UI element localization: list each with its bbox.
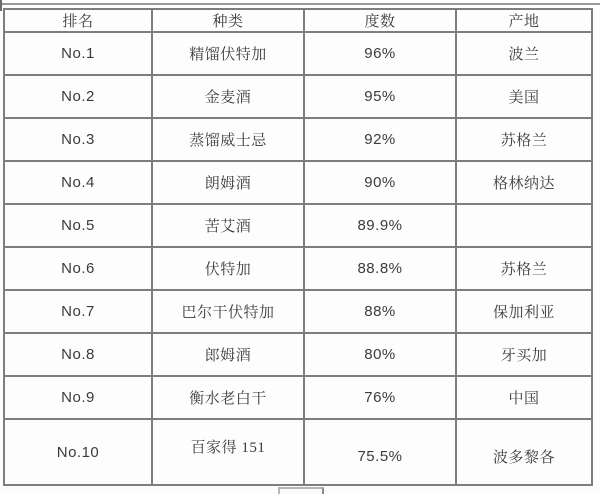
cell-degree: 75.5% (304, 419, 456, 485)
table-row (4, 376, 592, 419)
cell-degree: 95% (304, 75, 456, 118)
cell-type: 巴尔干伏特加 (152, 290, 304, 333)
liquor-ranking-table (3, 8, 593, 486)
table-row (4, 75, 592, 118)
cell-origin: 波兰 (456, 32, 592, 75)
cell-type: 伏特加 (152, 247, 304, 290)
top-partial-rule (0, 3, 600, 5)
cell-type: 百家得 151 (152, 419, 304, 485)
header-rank: 排名 (4, 9, 152, 32)
cell-rank: No.2 (4, 75, 152, 118)
cell-degree: 89.9% (304, 204, 456, 247)
cell-degree: 96% (304, 32, 456, 75)
cell-rank: No.7 (4, 290, 152, 333)
table-row (4, 161, 592, 204)
table-row (4, 247, 592, 290)
cell-type: 衡水老白干 (152, 376, 304, 419)
cell-degree: 92% (304, 118, 456, 161)
header-origin: 产地 (456, 9, 592, 32)
cell-rank: No.8 (4, 333, 152, 376)
cell-origin (456, 204, 592, 247)
cell-degree: 88.8% (304, 247, 456, 290)
cell-type: 苦艾酒 (152, 204, 304, 247)
cell-rank: No.4 (4, 161, 152, 204)
table-row (4, 118, 592, 161)
table-row (4, 333, 592, 376)
cell-origin: 牙买加 (456, 333, 592, 376)
table-header-row (4, 9, 592, 32)
header-degree: 度数 (304, 9, 456, 32)
header-type: 种类 (152, 9, 304, 32)
cell-degree: 88% (304, 290, 456, 333)
cell-type: 蒸馏威士忌 (152, 118, 304, 161)
cell-type: 郎姆酒 (152, 333, 304, 376)
cell-degree: 90% (304, 161, 456, 204)
cell-rank: No.9 (4, 376, 152, 419)
cell-origin: 保加利亚 (456, 290, 592, 333)
cell-origin: 苏格兰 (456, 247, 592, 290)
bottom-partial-box (278, 487, 324, 494)
cell-origin: 格林纳达 (456, 161, 592, 204)
cell-rank: No.5 (4, 204, 152, 247)
cell-degree: 76% (304, 376, 456, 419)
cell-degree: 80% (304, 333, 456, 376)
table-row (4, 419, 592, 485)
cell-origin: 波多黎各 (456, 419, 592, 485)
cell-rank: No.3 (4, 118, 152, 161)
table-row (4, 204, 592, 247)
cell-origin: 苏格兰 (456, 118, 592, 161)
cell-type: 朗姆酒 (152, 161, 304, 204)
cell-rank: No.6 (4, 247, 152, 290)
left-edge-tick (0, 0, 2, 11)
cell-origin: 美国 (456, 75, 592, 118)
table-row (4, 290, 592, 333)
cell-origin: 中国 (456, 376, 592, 419)
table-row (4, 32, 592, 75)
cell-rank: No.10 (4, 419, 152, 485)
cell-type: 金麦酒 (152, 75, 304, 118)
cell-rank: No.1 (4, 32, 152, 75)
cell-type: 精馏伏特加 (152, 32, 304, 75)
